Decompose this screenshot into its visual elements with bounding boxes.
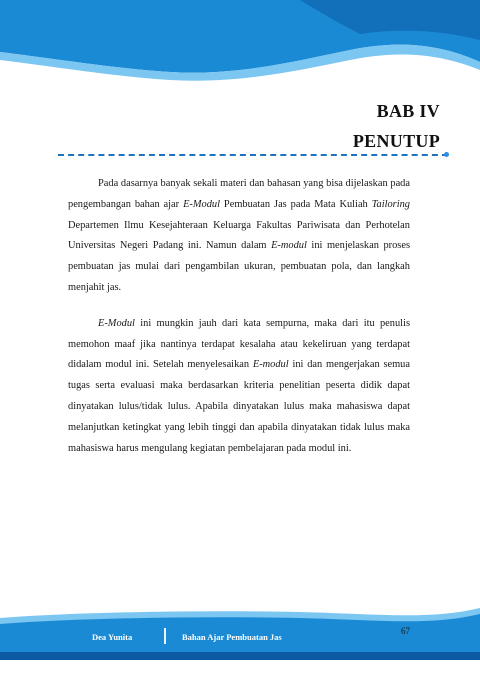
text-run: Departemen Ilmu Kesejahteraan Keluarga Fakultas Pariwisata dan Perhotelan Universitas Negeri Padang ini. Namun dalam [68,219,410,252]
paragraph-1 [68,174,410,299]
footer-separator [164,628,166,644]
chapter-number: BAB IV [376,101,440,121]
text-run: ini menjelaskan proses pembuatan jas mulai dari pengambilan ukuran, pembuatan pola, dan langkah menjahit jas. [68,240,410,293]
text-run: Pada dasarnya banyak sekali materi dan bahasan yang bisa dijelaskan pada pengembangan bahan ajar [68,178,410,210]
italic-term: E-modul [252,359,289,371]
text-run: ini mungkin jauh dari kata sempurna, maka dari itu penulis memohon maaf jika nantinya terdapat kesalaha atau kekeliruan yang terdapat didalam modul ini. Setelah menyelesaikan [68,317,410,371]
italic-term: E-Modul [98,317,135,329]
italic-term: Tailoring [371,198,410,210]
chapter-heading [353,96,440,156]
header-wave-decoration [0,0,480,90]
chapter-title: PENUTUP [352,131,440,151]
italic-term: E-Modul [183,198,220,210]
italic-term: E-modul [271,240,307,252]
paragraph-2 [68,314,410,460]
title-divider [58,154,448,156]
text-run: ini dan mengerjakan semua tugas serta evaluasi maka berdasarkan kriteria penelitian peserta didik dapat dinyatakan lulus/tidak lulus. Apabila dinyatakan lulus maka mahasiswa dapat melanjutkan ketingkat yang lebih tinggi dan apabila dinyatakan tidak lulus maka mahasiswa harus mengulang kegiatan pembelajaran pada modul ini. [68,359,410,454]
footer-book-title: Bahan Ajar Pembuatan Jas [182,632,282,642]
page-number: 67 [401,626,410,636]
footer-wave-accent [0,652,480,660]
footer-author: Dea Yunita [92,632,133,642]
text-run: Pembuatan Jas pada Mata Kuliah [220,198,372,210]
body-text [68,174,410,474]
title-divider-dot [444,152,449,157]
